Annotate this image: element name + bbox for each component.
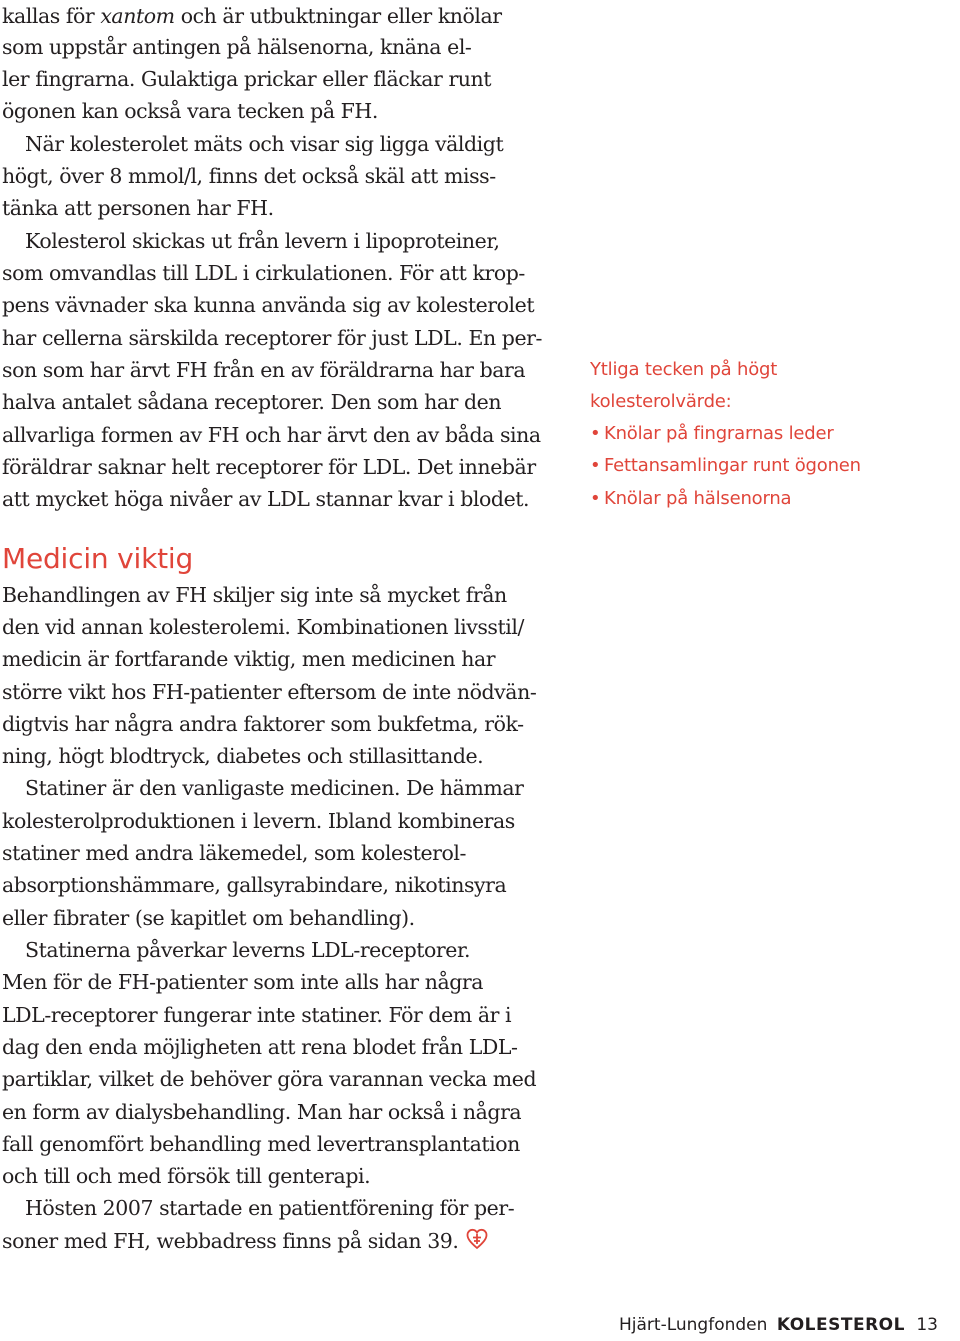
sidebar-bullet-item [590, 483, 791, 515]
text-line: som omvandlas till LDL i cirkulationen. För att krop- [2, 261, 525, 285]
text-line: ning, högt blodtryck, diabetes och stillasittande. [2, 744, 484, 768]
text-line: Kolesterol skickas ut från levern i lipoproteiner, [25, 229, 500, 253]
text-line: digtvis har några andra faktorer som bukfetma, rök- [2, 712, 524, 736]
heart-logo-icon [466, 1228, 488, 1250]
footer-publisher: Hjärt-Lungfonden [618, 1315, 768, 1335]
text-line [2, 0, 502, 32]
sidebar-title-cont: kolesterolvärde: [590, 391, 732, 412]
bullet-icon: • [590, 423, 601, 444]
text-line: den vid annan kolesterolemi. Kombinationen livsstil/ [2, 615, 524, 639]
text-line: Hösten 2007 startade en patientförening för per- [25, 1196, 515, 1220]
emphasis-xantom: xantom [100, 4, 175, 28]
text-line: eller fibrater (se kapitlet om behandling). [2, 906, 415, 930]
footer-title: KOLESTEROL [776, 1315, 905, 1335]
text-line: LDL-receptorer fungerar inte statiner. För dem är i [2, 1003, 512, 1027]
text-line: har cellerna särskilda receptorer för just LDL. En per- [2, 326, 542, 350]
text-line: en form av dialysbehandling. Man har också i några [2, 1100, 522, 1124]
text-line: Statinerna påverkar leverns LDL-receptorer. [25, 938, 471, 962]
text-line: partiklar, vilket de behöver göra varannan vecka med [2, 1067, 537, 1091]
sidebar-bullet-item [590, 418, 834, 450]
bullet-text: Fettansamlingar runt ögonen [604, 455, 861, 476]
text-fragment: kallas för [2, 4, 101, 28]
text-line: högt, över 8 mmol/l, finns det också skäl att miss- [2, 164, 496, 188]
text-line: soner med FH, webbadress finns på sidan 39. [2, 1229, 459, 1253]
text-line: Behandlingen av FH skiljer sig inte så mycket från [2, 583, 507, 607]
text-line: tänka att personen har FH. [2, 196, 274, 220]
text-line: statiner med andra läkemedel, som kolesterol- [2, 841, 467, 865]
text-line: kolesterolproduktionen i levern. Ibland kombineras [2, 809, 515, 833]
text-line: och till och med försök till genterapi. [2, 1164, 371, 1188]
text-line: dag den enda möjligheten att rena blodet från LDL- [2, 1035, 518, 1059]
text-line: större vikt hos FH-patienter eftersom de inte nödvän- [2, 680, 537, 704]
sidebar-bullet-item [590, 450, 861, 482]
sidebar-title: Ytliga tecken på högt [590, 359, 778, 380]
text-line: fall genomfört behandling med levertransplantation [2, 1132, 520, 1156]
text-fragment: och är utbuktningar eller knölar [174, 4, 502, 28]
bullet-text: Knölar på fingrarnas leder [604, 423, 834, 444]
section-heading: Medicin viktig [2, 542, 194, 575]
text-line: pens vävnader ska kunna använda sig av kolesterolet [2, 293, 535, 317]
text-line: absorptionshämmare, gallsyrabindare, nikotinsyra [2, 873, 507, 897]
text-line: som uppstår antingen på hälsenorna, knäna el- [2, 35, 472, 59]
bullet-icon: • [590, 488, 601, 509]
text-line: När kolesterolet mäts och visar sig ligga väldigt [25, 132, 504, 156]
text-line: Statiner är den vanligaste medicinen. De hämmar [25, 776, 524, 800]
text-line: halva antalet sådana receptorer. Den som har den [2, 390, 502, 414]
bullet-icon: • [590, 455, 601, 476]
text-line: allvarliga formen av FH och har ärvt den av båda sina [2, 423, 541, 447]
text-line: att mycket höga nivåer av LDL stannar kvar i blodet. [2, 487, 530, 511]
bullet-text: Knölar på hälsenorna [604, 488, 792, 509]
text-line: Men för de FH-patienter som inte alls har några [2, 970, 484, 994]
text-line: ögonen kan också vara tecken på FH. [2, 99, 378, 123]
text-line: son som har ärvt FH från en av föräldrarna har bara [2, 358, 526, 382]
text-line: medicin är fortfarande viktig, men medicinen har [2, 647, 496, 671]
text-line: föräldrar saknar helt receptorer för LDL. Det innebär [2, 455, 536, 479]
page-number: 13 [916, 1315, 938, 1335]
page-footer [619, 1312, 938, 1338]
text-line: ler fingrarna. Gulaktiga prickar eller fläckar runt [2, 67, 492, 91]
